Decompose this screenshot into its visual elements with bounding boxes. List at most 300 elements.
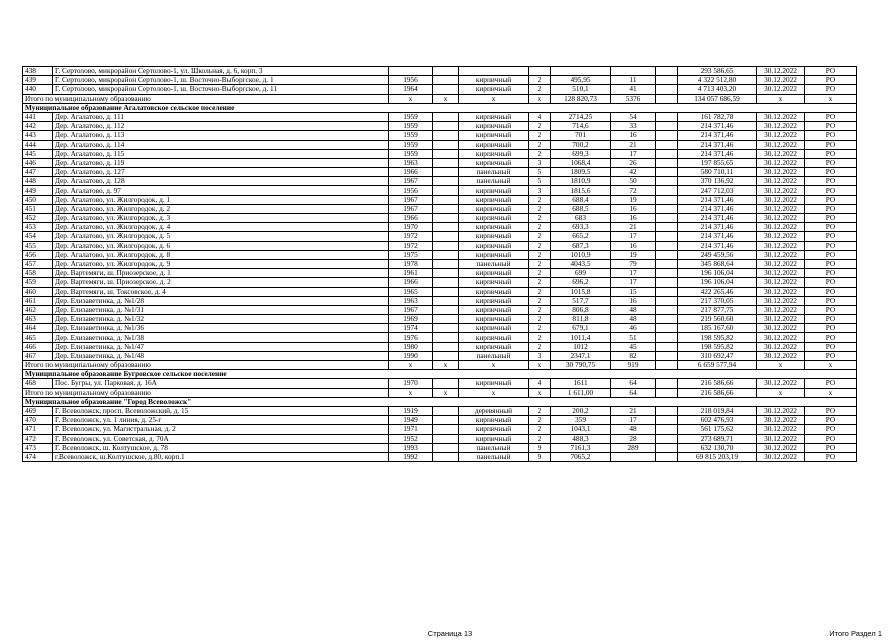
table-cell: 1969 xyxy=(389,315,433,324)
table-cell: кирпичный xyxy=(459,333,529,342)
table-cell: 30.12.2022 xyxy=(757,269,805,278)
table-cell xyxy=(656,452,678,461)
table-cell: 16 xyxy=(611,131,656,140)
table-cell: 1964 xyxy=(389,85,433,94)
table-cell: 693,3 xyxy=(551,223,611,232)
table-cell: панельный xyxy=(459,452,529,461)
row-number: 441 xyxy=(23,112,53,121)
address-cell: Дер. Агалатово, ул. Жилгородок, д. 3 xyxy=(53,214,389,223)
address-cell: Дер. Агалатово, д. 111 xyxy=(53,112,389,121)
table-row xyxy=(23,241,857,250)
row-number: 448 xyxy=(23,177,53,186)
table-cell: панельный xyxy=(459,168,529,177)
table-cell: РО xyxy=(805,112,857,121)
table-cell: 26 xyxy=(611,158,656,167)
table-cell: 580 710,11 xyxy=(678,168,757,177)
table-cell: 30.12.2022 xyxy=(757,259,805,268)
table-row xyxy=(23,434,857,443)
table-cell xyxy=(656,204,678,213)
table-cell: 2 xyxy=(529,204,551,213)
table-cell: 602 476,93 xyxy=(678,416,757,425)
table-cell: 1809,5 xyxy=(551,168,611,177)
address-cell: Дер. Агалатово, д. 112 xyxy=(53,122,389,131)
table-cell: 359 xyxy=(551,416,611,425)
address-cell: Г. Сертолово, микрорайон Сертолово-1, ул. Школьная, д. 6, корп. 3 xyxy=(53,67,389,76)
row-number: 445 xyxy=(23,149,53,158)
table-cell: 30.12.2022 xyxy=(757,195,805,204)
subtotal-label: Итого по муниципальному образованию xyxy=(23,361,389,370)
table-cell: 30.12.2022 xyxy=(757,186,805,195)
table-cell: 700,2 xyxy=(551,140,611,149)
table-cell: 30.12.2022 xyxy=(757,76,805,85)
table-cell: x xyxy=(805,361,857,370)
address-cell: Дер. Вартемяги, ш. Приозерское, д. 1 xyxy=(53,269,389,278)
table-cell: x xyxy=(389,388,433,397)
table-cell xyxy=(433,305,459,314)
table-cell: 2 xyxy=(529,85,551,94)
table-cell: 54 xyxy=(611,112,656,121)
table-cell: 128 820,73 xyxy=(551,94,611,103)
table-cell: 1611 xyxy=(551,379,611,388)
table-cell: 1967 xyxy=(389,177,433,186)
table-cell: 45 xyxy=(611,342,656,351)
table-cell: x xyxy=(529,388,551,397)
table-row xyxy=(23,76,857,85)
table-cell xyxy=(656,186,678,195)
table-body xyxy=(23,67,857,462)
table-cell: 665,2 xyxy=(551,232,611,241)
table-cell: 217 370,05 xyxy=(678,296,757,305)
table-cell: 1965 xyxy=(389,287,433,296)
table-cell: кирпичный xyxy=(459,296,529,305)
address-cell: Дер. Агалатово, ул. Жилгородок, д. 8 xyxy=(53,250,389,259)
table-cell: 688,5 xyxy=(551,204,611,213)
table-cell xyxy=(433,232,459,241)
table-cell xyxy=(656,214,678,223)
address-cell: Дер. Агалатово, д. 114 xyxy=(53,140,389,149)
table-cell: 214 371,46 xyxy=(678,204,757,213)
table-cell: 2 xyxy=(529,425,551,434)
table-cell: кирпичный xyxy=(459,122,529,131)
table-cell: 41 xyxy=(611,85,656,94)
row-number: 472 xyxy=(23,434,53,443)
table-cell xyxy=(656,67,678,76)
table-cell: кирпичный xyxy=(459,287,529,296)
table-cell: кирпичный xyxy=(459,204,529,213)
table-cell: 7065,2 xyxy=(551,452,611,461)
table-cell: 1961 xyxy=(389,269,433,278)
table-cell: 1978 xyxy=(389,259,433,268)
table-cell: РО xyxy=(805,241,857,250)
table-cell: РО xyxy=(805,452,857,461)
table-cell: 214 371,46 xyxy=(678,232,757,241)
table-cell: 1967 xyxy=(389,305,433,314)
table-cell xyxy=(656,361,678,370)
table-cell xyxy=(656,379,678,388)
table-cell: 6 659 577,94 xyxy=(678,361,757,370)
row-number: 462 xyxy=(23,305,53,314)
table-cell: 17 xyxy=(611,232,656,241)
table-cell: 82 xyxy=(611,351,656,360)
table-cell: РО xyxy=(805,177,857,186)
table-cell: РО xyxy=(805,296,857,305)
table-row xyxy=(23,232,857,241)
table-cell: 30.12.2022 xyxy=(757,452,805,461)
table-cell: 19 xyxy=(611,195,656,204)
table-cell xyxy=(433,443,459,452)
address-cell: Дер. Елизаветинка, д. №1/48 xyxy=(53,351,389,360)
table-cell: 19 xyxy=(611,250,656,259)
table-cell: 17 xyxy=(611,269,656,278)
table-cell: РО xyxy=(805,259,857,268)
subtotal-label: Итого по муниципальному образованию xyxy=(23,388,389,397)
table-cell: кирпичный xyxy=(459,269,529,278)
table-cell: 30.12.2022 xyxy=(757,232,805,241)
table-cell xyxy=(433,131,459,140)
table-cell: кирпичный xyxy=(459,416,529,425)
table-cell: 214 371,46 xyxy=(678,223,757,232)
table-cell xyxy=(656,112,678,121)
table-row xyxy=(23,278,857,287)
table-cell: 1012 xyxy=(551,342,611,351)
table-cell xyxy=(656,287,678,296)
table-row xyxy=(23,296,857,305)
page-number: Страница 13 xyxy=(427,629,473,638)
table-cell: 1 611,00 xyxy=(551,388,611,397)
table-row xyxy=(23,416,857,425)
table-cell: 197 855,65 xyxy=(678,158,757,167)
address-cell: Дер. Елизаветинка, д. №1/36 xyxy=(53,324,389,333)
row-number: 474 xyxy=(23,452,53,461)
table-cell: x xyxy=(433,388,459,397)
table-cell: 30.12.2022 xyxy=(757,131,805,140)
table-cell: 1967 xyxy=(389,204,433,213)
table-cell: РО xyxy=(805,287,857,296)
address-cell: Дер. Агалатово, ул. Жилгородок, д. 2 xyxy=(53,204,389,213)
table-row xyxy=(23,214,857,223)
table-cell: 217 877,75 xyxy=(678,305,757,314)
table-cell: 310 692,47 xyxy=(678,351,757,360)
table-cell: 1011,4 xyxy=(551,333,611,342)
table-cell xyxy=(656,443,678,452)
row-number: 469 xyxy=(23,406,53,415)
table-cell: 214 371,46 xyxy=(678,140,757,149)
address-cell: Г. Сертолово, микрорайон Сертолово-1, ш. Восточно-Выборгское, д. 11 xyxy=(53,85,389,94)
table-cell: 2 xyxy=(529,140,551,149)
table-cell: 200,2 xyxy=(551,406,611,415)
section-header-row xyxy=(23,397,857,406)
address-cell: Г. Всеволожск, ш. Колтушское, д. 78 xyxy=(53,443,389,452)
table-row xyxy=(23,168,857,177)
table-cell: 51 xyxy=(611,333,656,342)
table-cell: кирпичный xyxy=(459,76,529,85)
table-cell: РО xyxy=(805,250,857,259)
table-cell: кирпичный xyxy=(459,232,529,241)
table-cell xyxy=(433,324,459,333)
row-number: 460 xyxy=(23,287,53,296)
table-row xyxy=(23,195,857,204)
address-cell: Дер. Агалатово, д. 113 xyxy=(53,131,389,140)
table-cell: 4 713 403,20 xyxy=(678,85,757,94)
table-cell: 30.12.2022 xyxy=(757,168,805,177)
table-cell: 561 175,62 xyxy=(678,425,757,434)
table-cell xyxy=(656,406,678,415)
table-cell: 1963 xyxy=(389,296,433,305)
table-cell: 1966 xyxy=(389,214,433,223)
subtotal-row xyxy=(23,388,857,397)
table-cell: 1956 xyxy=(389,186,433,195)
table-cell: 30.12.2022 xyxy=(757,324,805,333)
table-cell: 30.12.2022 xyxy=(757,434,805,443)
table-cell: 1966 xyxy=(389,168,433,177)
table-row xyxy=(23,112,857,121)
table-cell xyxy=(656,315,678,324)
table-cell: 30.12.2022 xyxy=(757,416,805,425)
address-cell: Дер. Агалатово, ул. Жилгородок, д. 1 xyxy=(53,195,389,204)
table-cell: 2 xyxy=(529,131,551,140)
table-cell: 2 xyxy=(529,287,551,296)
table-cell: 185 167,60 xyxy=(678,324,757,333)
table-cell xyxy=(433,406,459,415)
table-cell: 30.12.2022 xyxy=(757,287,805,296)
row-number: 446 xyxy=(23,158,53,167)
table-row xyxy=(23,177,857,186)
table-cell xyxy=(433,214,459,223)
table-cell: панельный xyxy=(459,259,529,268)
table-cell: 30.12.2022 xyxy=(757,67,805,76)
table-cell: РО xyxy=(805,315,857,324)
table-cell: 30.12.2022 xyxy=(757,112,805,121)
table-cell xyxy=(433,333,459,342)
table-cell xyxy=(433,452,459,461)
table-cell xyxy=(433,204,459,213)
table-row xyxy=(23,315,857,324)
table-cell: РО xyxy=(805,223,857,232)
table-row xyxy=(23,269,857,278)
table-cell: 1068,4 xyxy=(551,158,611,167)
table-cell xyxy=(611,67,656,76)
table-cell: 216 586,66 xyxy=(678,379,757,388)
table-cell: 1993 xyxy=(389,443,433,452)
table-cell: 48 xyxy=(611,305,656,314)
table-cell: 42 xyxy=(611,168,656,177)
row-number: 450 xyxy=(23,195,53,204)
row-number: 447 xyxy=(23,168,53,177)
address-cell: Дер. Елизаветинка, д. №1/31 xyxy=(53,305,389,314)
table-cell: 2347,1 xyxy=(551,351,611,360)
table-cell: 16 xyxy=(611,241,656,250)
table-cell: 1815,6 xyxy=(551,186,611,195)
table-cell xyxy=(433,67,459,76)
table-cell: x xyxy=(433,361,459,370)
table-cell xyxy=(656,140,678,149)
table-cell: 1959 xyxy=(389,131,433,140)
table-row xyxy=(23,351,857,360)
table-cell: 30.12.2022 xyxy=(757,305,805,314)
table-cell xyxy=(433,269,459,278)
table-cell: 1959 xyxy=(389,112,433,121)
table-cell: РО xyxy=(805,342,857,351)
table-cell: кирпичный xyxy=(459,278,529,287)
row-number: 442 xyxy=(23,122,53,131)
table-cell xyxy=(656,241,678,250)
table-cell: 30.12.2022 xyxy=(757,177,805,186)
table-cell: 2 xyxy=(529,76,551,85)
table-cell: 1972 xyxy=(389,241,433,250)
table-cell xyxy=(656,232,678,241)
table-cell: 2 xyxy=(529,342,551,351)
table-cell xyxy=(433,158,459,167)
table-cell: кирпичный xyxy=(459,195,529,204)
table-cell: x xyxy=(389,94,433,103)
table-cell xyxy=(656,425,678,434)
table-cell xyxy=(656,342,678,351)
table-cell: 4 322 512,80 xyxy=(678,76,757,85)
row-number: 438 xyxy=(23,67,53,76)
table-cell xyxy=(656,158,678,167)
address-cell: Дер. Агалатово, д. 97 xyxy=(53,186,389,195)
address-cell: Дер. Агалатово, ул. Жилгородок, д. 9 xyxy=(53,259,389,268)
table-cell: 7161,3 xyxy=(551,443,611,452)
row-number: 463 xyxy=(23,315,53,324)
table-cell: 30.12.2022 xyxy=(757,278,805,287)
table-cell: РО xyxy=(805,214,857,223)
table-cell: 9 xyxy=(529,443,551,452)
table-cell: РО xyxy=(805,168,857,177)
table-cell xyxy=(656,324,678,333)
table-cell: РО xyxy=(805,305,857,314)
table-cell: 345 868,64 xyxy=(678,259,757,268)
table-cell: 2 xyxy=(529,214,551,223)
table-cell: x xyxy=(459,361,529,370)
table-cell: x xyxy=(459,388,529,397)
table-cell: 16 xyxy=(611,204,656,213)
table-cell: x xyxy=(757,388,805,397)
table-cell xyxy=(656,168,678,177)
table-cell xyxy=(433,241,459,250)
table-row xyxy=(23,122,857,131)
table-cell xyxy=(656,388,678,397)
table-cell: x xyxy=(805,388,857,397)
table-cell: кирпичный xyxy=(459,112,529,121)
table-cell: панельный xyxy=(459,177,529,186)
table-cell: 249 459,56 xyxy=(678,250,757,259)
table-cell xyxy=(656,296,678,305)
table-cell: 196 106,04 xyxy=(678,278,757,287)
table-cell: 370 136,92 xyxy=(678,177,757,186)
table-cell: 422 265,46 xyxy=(678,287,757,296)
row-number: 443 xyxy=(23,131,53,140)
table-cell: РО xyxy=(805,122,857,131)
table-cell xyxy=(433,250,459,259)
table-cell: кирпичный xyxy=(459,186,529,195)
table-cell: 1963 xyxy=(389,158,433,167)
table-cell xyxy=(656,351,678,360)
table-cell: 273 689,71 xyxy=(678,434,757,443)
table-cell: РО xyxy=(805,443,857,452)
table-row xyxy=(23,259,857,268)
table-cell: 1010,9 xyxy=(551,250,611,259)
register-sheet xyxy=(22,66,836,462)
table-cell: 1959 xyxy=(389,122,433,131)
table-cell: кирпичный xyxy=(459,158,529,167)
table-cell: 30.12.2022 xyxy=(757,85,805,94)
table-cell: x xyxy=(757,361,805,370)
table-cell: 5376 xyxy=(611,94,656,103)
table-cell: кирпичный xyxy=(459,250,529,259)
table-cell xyxy=(656,94,678,103)
row-number: 444 xyxy=(23,140,53,149)
table-cell: 30.12.2022 xyxy=(757,351,805,360)
table-cell xyxy=(433,168,459,177)
table-cell: 2 xyxy=(529,259,551,268)
table-cell: РО xyxy=(805,158,857,167)
housing-register-table xyxy=(22,66,857,462)
table-cell: 3 xyxy=(529,158,551,167)
table-cell xyxy=(551,67,611,76)
table-cell: 218 019,84 xyxy=(678,406,757,415)
table-cell: 30.12.2022 xyxy=(757,241,805,250)
section-header-row xyxy=(23,370,857,379)
table-cell: 699,3 xyxy=(551,149,611,158)
table-row xyxy=(23,379,857,388)
table-cell xyxy=(656,223,678,232)
table-cell: 1990 xyxy=(389,351,433,360)
table-cell xyxy=(433,342,459,351)
table-cell: 1919 xyxy=(389,406,433,415)
section-total-label: Итого Раздел 1 xyxy=(829,629,882,638)
row-number: 451 xyxy=(23,204,53,213)
table-cell: 1970 xyxy=(389,379,433,388)
table-cell: 1810,9 xyxy=(551,177,611,186)
table-row xyxy=(23,250,857,259)
table-cell: 17 xyxy=(611,278,656,287)
table-cell: 1971 xyxy=(389,425,433,434)
table-cell xyxy=(656,278,678,287)
table-cell: 64 xyxy=(611,379,656,388)
table-cell xyxy=(433,278,459,287)
subtotal-label: Итого по муниципальному образованию xyxy=(23,94,389,103)
table-cell: 701 xyxy=(551,131,611,140)
table-cell xyxy=(433,186,459,195)
table-cell: РО xyxy=(805,269,857,278)
table-cell: РО xyxy=(805,425,857,434)
table-cell: 714,6 xyxy=(551,122,611,131)
table-cell: x xyxy=(433,94,459,103)
table-cell: 30.12.2022 xyxy=(757,149,805,158)
table-cell: 69 815 203,19 xyxy=(678,452,757,461)
table-cell xyxy=(389,67,433,76)
table-cell: x xyxy=(459,94,529,103)
table-cell: 196 106,04 xyxy=(678,269,757,278)
table-row xyxy=(23,342,857,351)
table-cell: 2 xyxy=(529,232,551,241)
table-cell: 161 782,78 xyxy=(678,112,757,121)
table-cell: кирпичный xyxy=(459,149,529,158)
table-cell xyxy=(433,149,459,158)
table-cell: 214 371,46 xyxy=(678,131,757,140)
table-cell xyxy=(656,333,678,342)
table-cell: 30.12.2022 xyxy=(757,122,805,131)
table-row xyxy=(23,67,857,76)
row-number: 464 xyxy=(23,324,53,333)
table-cell: 806,8 xyxy=(551,305,611,314)
table-cell: 919 xyxy=(611,361,656,370)
table-cell xyxy=(433,379,459,388)
table-cell xyxy=(433,85,459,94)
table-cell: РО xyxy=(805,204,857,213)
table-cell: 1949 xyxy=(389,416,433,425)
